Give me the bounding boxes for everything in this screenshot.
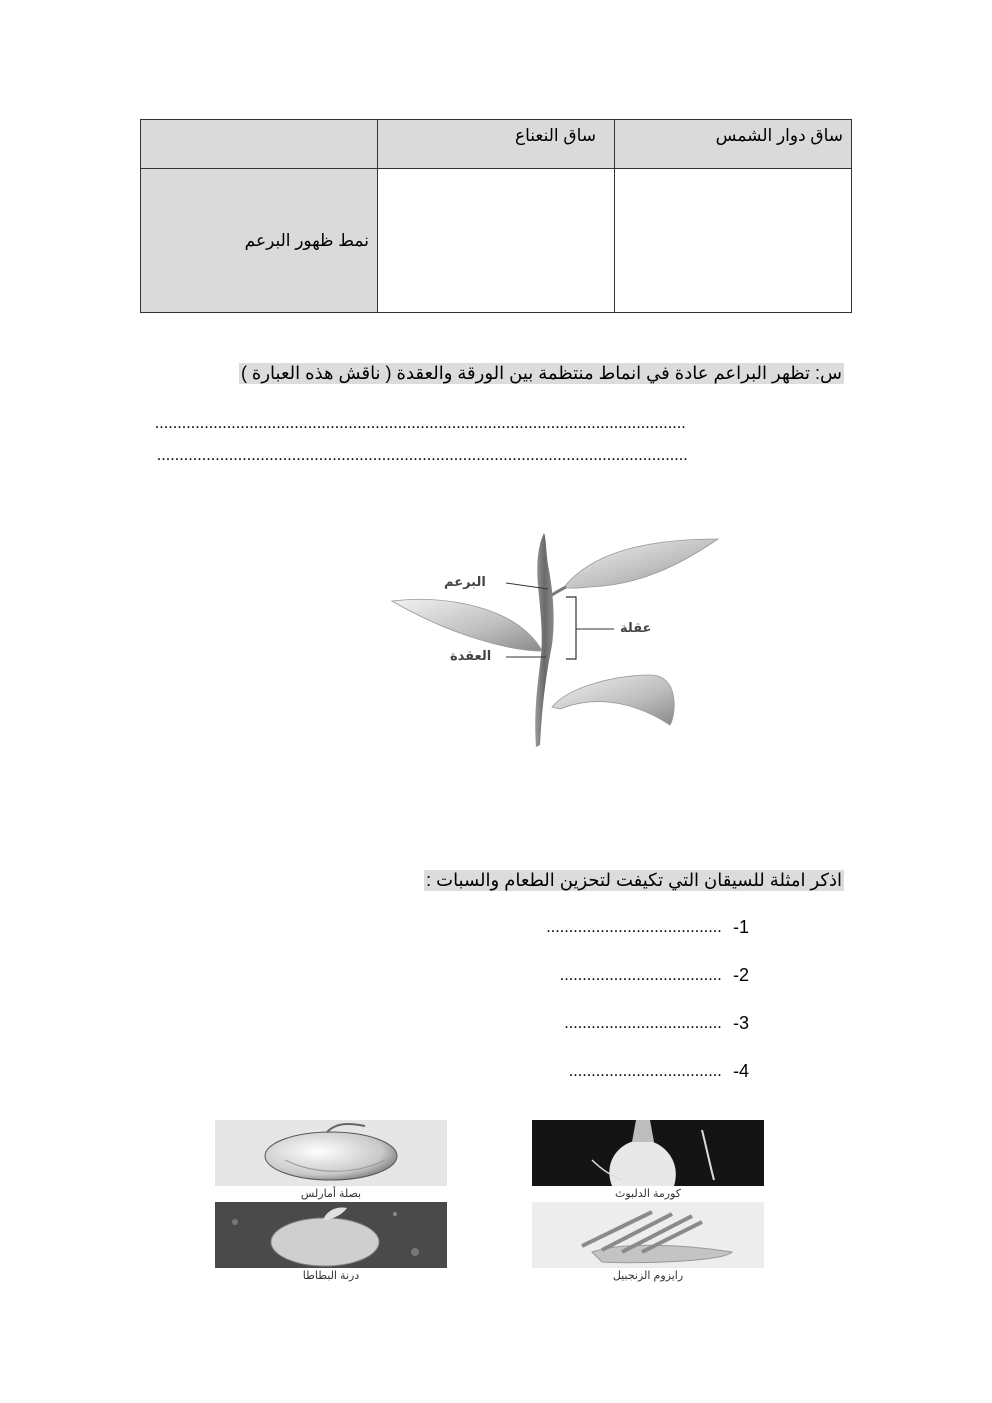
list-number-4: -4 [733,1061,750,1081]
onion-photo [215,1120,447,1186]
list-number-2: -2 [733,965,750,985]
list-number-1: -1 [733,917,750,937]
leaf-left [392,599,542,651]
caption-ginger: رايزوم الزنجبيل [612,1270,684,1282]
header-blank [141,120,378,169]
answer-line-1[interactable]: ...................................................................................................................... [155,415,686,432]
list-answer-1[interactable]: ....................................... [546,919,722,936]
caption-potato: درنة البطاطا [302,1270,360,1282]
label-bud: البرعم [444,574,486,589]
question-2-text: اذكر امثلة للسيقان التي تكيفت لتحزين الطعام والسبات : [426,870,842,890]
header-sunflower: ساق دوار الشمس [615,120,852,169]
leaf-top-right [564,539,718,588]
list-answer-2[interactable]: .................................... [560,967,722,984]
label-node: العقدة [450,648,492,663]
internode-bracket [566,597,576,659]
bud-pattern-table [140,119,852,313]
caption-onion: بصلة أمارلس [300,1188,362,1200]
header-mint: ساق النعناع [378,120,615,169]
list-answer-3[interactable]: ................................... [564,1015,722,1032]
cell-sunflower-answer[interactable] [615,169,852,313]
question-1-text: س: تظهر البراعم عادة في انماط منتظمة بين الورقة والعقدة ( ناقش هذه العبارة ) [240,363,842,383]
list-answer-4[interactable]: .................................. [569,1063,722,1080]
corm-photo [532,1120,764,1186]
leaf-bottom-right [552,675,674,725]
label-internode: عقلة [620,620,652,635]
cell-mint-answer[interactable] [378,169,615,313]
plant-stem-diagram [380,525,730,755]
potato-photo [215,1202,447,1268]
row-label-bud-pattern: نمط ظهور البرعم [141,169,378,313]
list-number-3: -3 [733,1013,750,1033]
caption-corm: كورمة الدلبوث [615,1188,681,1200]
ginger-photo [532,1202,764,1268]
stem-shape [535,533,553,747]
answer-line-2[interactable]: ...................................................................................................................... [157,447,688,464]
